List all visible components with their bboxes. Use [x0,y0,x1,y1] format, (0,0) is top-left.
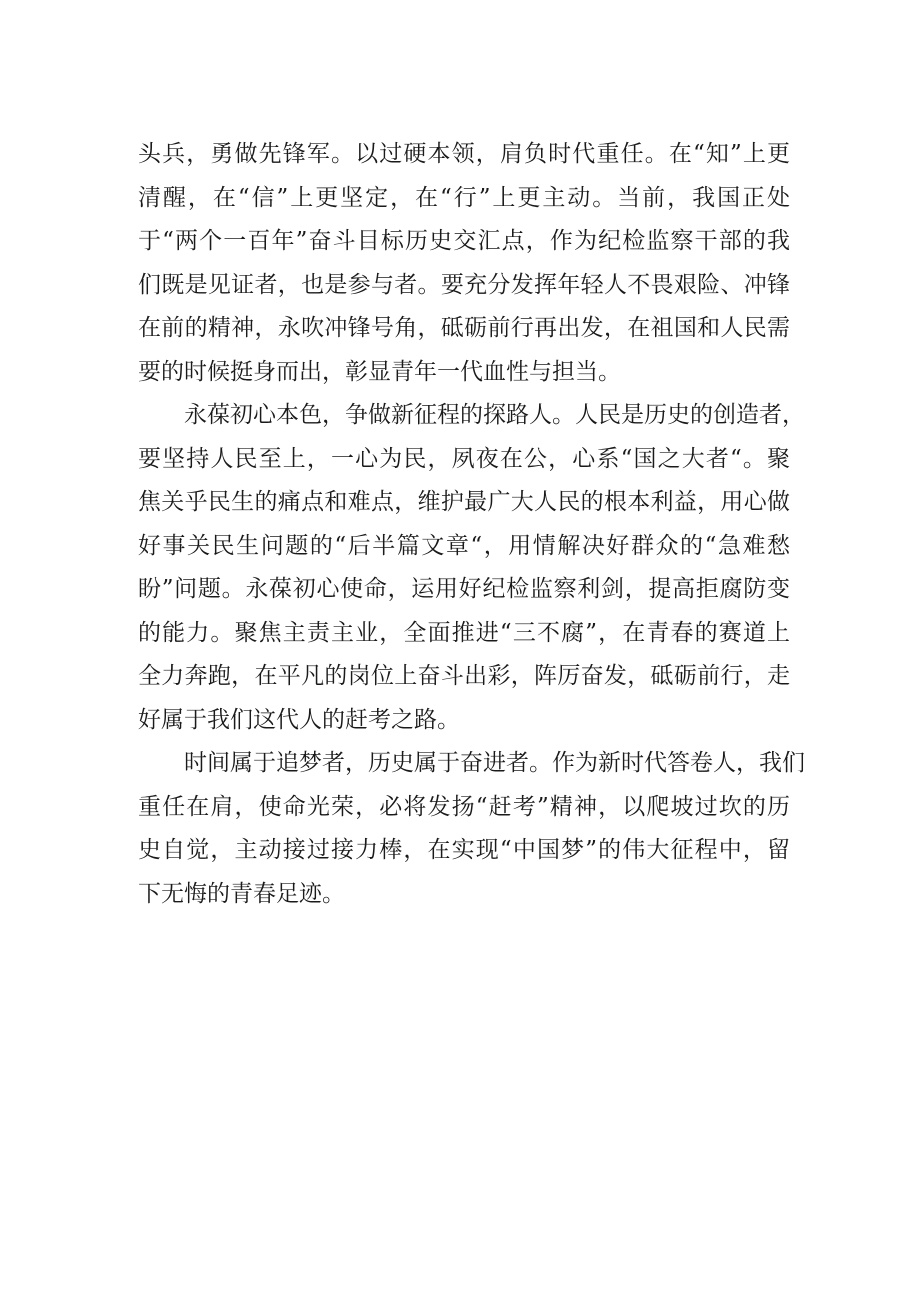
paragraph-line: 重任在肩，使命光荣，必将发扬“赶考”精神，以爬坡过坎的历 [138,793,790,820]
document-body [138,133,805,916]
paragraph-line: 清醒，在“信”上更坚定，在“行”上更主动。当前，我国正处 [138,184,790,211]
paragraph-1 [138,133,790,394]
paragraph-line: 永葆初心本色，争做新征程的探路人。人民是历史的创造者， [184,402,805,428]
paragraph-3 [138,742,805,916]
paragraph-line: 盼”问题。永葆初心使命，运用好纪检监察利剑，提高拒腐防变 [138,576,790,602]
paragraph-line: 要坚持人民至上，一心为民，夙夜在公，心系“国之大者“。聚 [138,445,790,472]
paragraph-2 [138,394,805,742]
paragraph-line: 焦关乎民生的痛点和难点，维护最广大人民的根本利益，用心做 [138,489,790,515]
paragraph-line: 好事关民生问题的“后半篇文章“，用情解决好群众的“急难愁 [138,532,790,559]
paragraph-line: 们既是见证者，也是参与者。要充分发挥年轻人不畏艰险、冲锋 [138,271,790,298]
paragraph-line: 好属于我们这代人的赶考之路。 [138,706,460,733]
paragraph-line: 下无悔的青春足迹。 [138,880,345,907]
paragraph-line: 头兵，勇做先锋军。以过硬本领，肩负时代重任。在“知”上更 [138,141,790,167]
paragraph-line: 全力奔跑，在平凡的岗位上奋斗出彩，阵厉奋发，砥砺前行，走 [138,663,790,689]
paragraph-line: 的能力。聚焦主责主业，全面推进“三不腐”，在青春的赛道上 [138,619,790,646]
paragraph-line: 要的时候挺身而出，彰显青年一代血性与担当。 [138,358,621,385]
paragraph-line: 史自觉，主动接过接力棒，在实现“中国梦”的伟大征程中，留 [138,837,790,863]
paragraph-line: 于“两个一百年”奋斗目标历史交汇点，作为纪检监察干部的我 [138,228,790,254]
paragraph-line: 在前的精神，永吹冲锋号角，砥砺前行再出发，在祖国和人民需 [138,315,790,341]
paragraph-line: 时间属于追梦者，历史属于奋进者。作为新时代答卷人，我们 [184,750,805,776]
